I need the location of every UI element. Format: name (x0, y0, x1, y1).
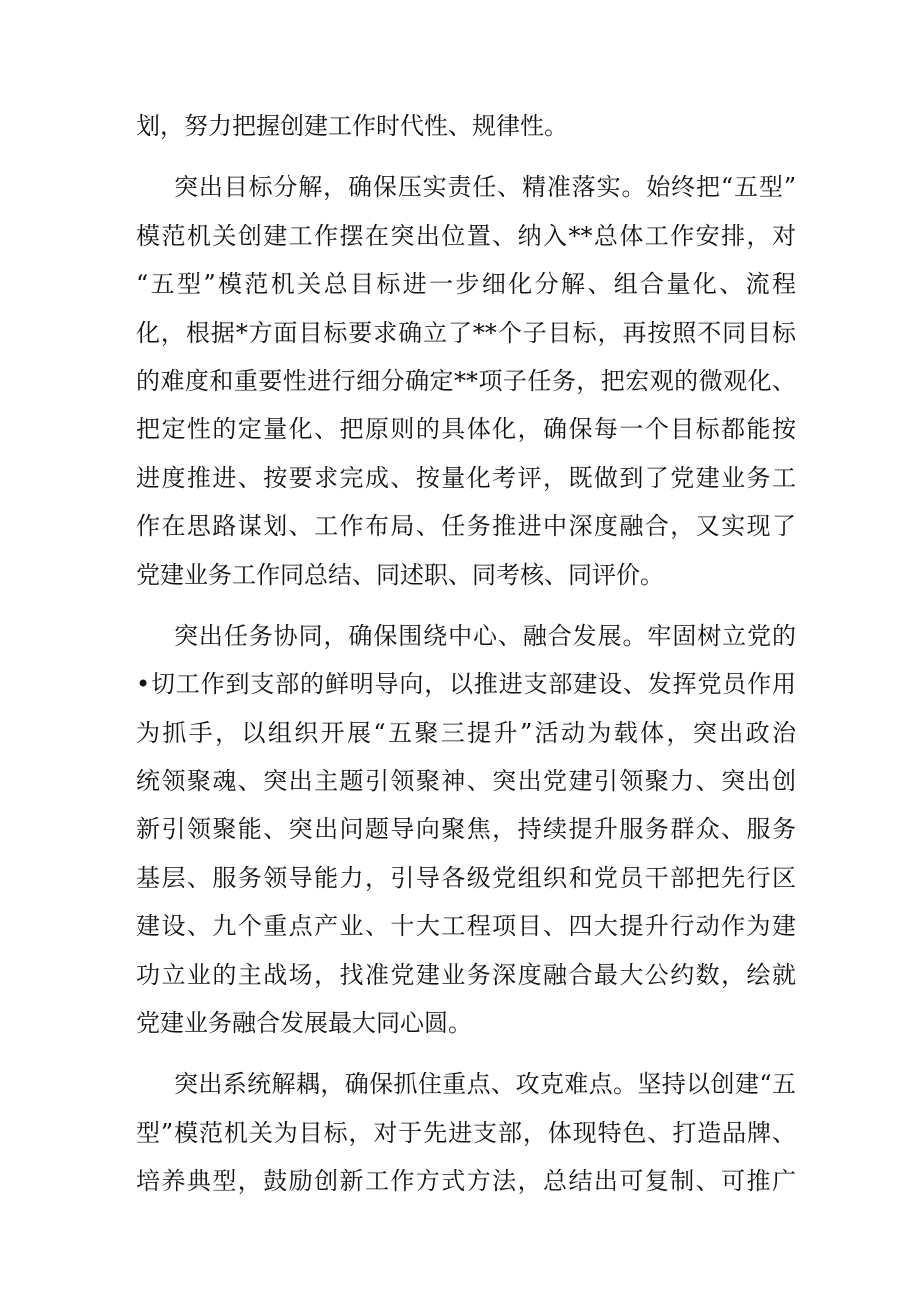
text-line: 模范机关创建工作摆在突出位置、纳入**总体工作安排，对 (136, 221, 796, 250)
text-line: 的难度和重要性进行细分确定**项子任务，把宏观的微观化、 (136, 366, 796, 395)
text-line: 突出目标分解，确保压实责任、精准落实。始终把“五型” (174, 173, 796, 202)
text-line: 突出系统解耦，确保抓住重点、攻克难点。坚持以创建“五 (174, 1070, 796, 1099)
text-line: 化，根据*方面目标要求确立了**个子目标，再按照不同目标 (136, 318, 796, 347)
text-line: 党建业务工作同总结、同述职、同考核、同评价。 (136, 560, 664, 589)
text-line: 新引领聚能、突出问题导向聚焦，持续提升服务群众、服务 (136, 815, 796, 844)
text-line: 功立业的主战场，找准党建业务深度融合最大公约数，绘就 (136, 960, 796, 989)
text-line: 为抓手，以组织开展“五聚三提升”活动为载体，突出政治 (136, 718, 796, 747)
text-line: 型”模范机关为目标，对于先进支部，体现特色、打造品牌、 (136, 1118, 796, 1147)
text-line: 划，努力把握创建工作时代性、规律性。 (136, 112, 568, 140)
text-line: 基层、服务领导能力，引导各级党组织和党员干部把先行区 (136, 863, 796, 892)
text-line: 党建业务融合发展最大同心圆。 (136, 1009, 472, 1038)
paragraph-2 (136, 163, 796, 599)
paragraph-1 (136, 102, 796, 150)
text-line: 统领聚魂、突出主题引领聚神、突出党建引领聚力、突出创 (136, 767, 796, 796)
paragraph-4 (136, 1060, 796, 1205)
text-line: 把定性的定量化、把原则的具体化，确保每一个目标都能按 (136, 415, 796, 444)
text-line: •切工作到支部的鲜明导向，以推进支部建设、发挥党员作用 (136, 670, 796, 699)
text-line: 作在思路谋划、工作布局、任务推进中深度融合，又实现了 (136, 512, 796, 541)
paragraph-3 (136, 612, 796, 1048)
text-line: “五型”模范机关总目标进一步细化分解、组合量化、流程 (136, 270, 796, 299)
text-line: 建设、九个重点产业、十大工程项目、四大提升行动作为建 (136, 912, 796, 941)
text-line: 培养典型，鼓励创新工作方式方法，总结出可复制、可推广 (136, 1167, 796, 1196)
text-line: 进度推进、按要求完成、按量化考评，既做到了党建业务工 (136, 463, 796, 492)
text-line: 突出任务协同，确保围绕中心、融合发展。牢固树立党的 (174, 621, 796, 650)
body-text (136, 102, 796, 1206)
